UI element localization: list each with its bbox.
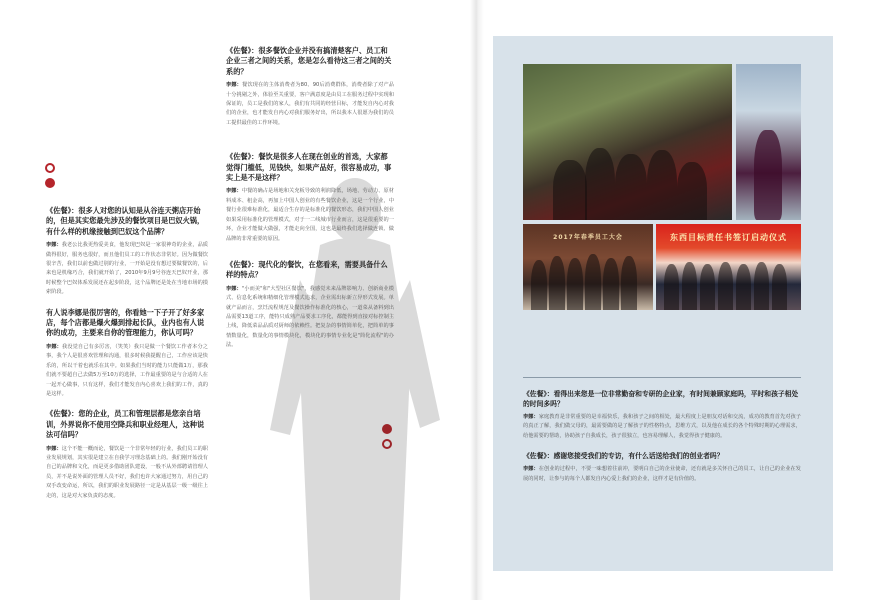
- speaker-label: 李娜：: [226, 188, 242, 195]
- answer-paragraph: [523, 413, 801, 441]
- speaker-label: 李娜：: [523, 414, 539, 420]
- answer-paragraph: [46, 241, 208, 297]
- photo-banner-text: 2017年春季员工大会: [553, 234, 623, 241]
- filled-dot-icon: [45, 178, 55, 188]
- ring-dot-icon: [45, 163, 55, 173]
- question-heading: 《佐餐》：看得出来您是一位非常勤奋和专研的企业家，有时间兼顾家庭吗，平时和孩子相处的时间多吗？: [523, 390, 799, 408]
- question-heading: 《佐餐》：很多人对您的认知是从谷连天粥店开始的，但是其实您最先涉及的餐饮项目是巴奴火锅，有什么样的机缘接触到巴奴这个品牌？: [46, 206, 205, 236]
- page-gutter: [470, 0, 484, 600]
- speaker-label: 李娜：: [523, 466, 539, 473]
- answer-paragraph: [523, 465, 801, 484]
- answer-text: 餐饮现在的主体消费者为80、90后消费群体，消费者除了对产品十分挑剔之外，体验至关重要，客户满意度是由员工在服务过程中实现和保证的，员工是我们的家人，我们有共同的经营目标，才能发自内心对我们的企业，也才能发自内心对我们服务好出，所以我本人很愿为我们的员工提供最佳的工作环境。: [226, 82, 394, 126]
- answer-text: 家庭教育是非常重要的是幸福快乐，我和孩子之间的相处，最大程度上是朋友对话和交流，成功的教育首先对孩子的真正了解，我们做父母的，最需要做的是了解孩子的性格特点，思维方式，以及他在成长的各个特殊时期的心理需求，给他需要的帮助，协助孩子自我成长，孩子很独立，也容易理解人，我觉得孩子健康的。: [523, 414, 801, 439]
- speaker-label: 李娜：: [226, 285, 242, 292]
- section-divider: [523, 377, 801, 378]
- answer-paragraph: [46, 445, 208, 501]
- answer-paragraph: [226, 285, 394, 351]
- article-column-middle: [226, 46, 394, 361]
- question-heading: 《佐餐》：很多餐饮企业并没有搞清楚客户、员工和企业三者之间的关系，您是怎么看待这三者之间的关系的？: [226, 46, 392, 76]
- answer-text: 我老公比我更热爱美食，他发现巴奴是一家很神奇的企业，品质做得很好，服务也很好，而且他们员工的工作状态非常好。因为做餐饮很辛苦，我们以前也做过别的行业，一开始是没有想过要做餐饮的，后来也是机缘巧合，我们就开始了，2010年9月9号谷连天巴奴开业，那时候整个巴奴体系发展还在起步阶段，这个品牌还是处在当地市场的摸索阶段。: [46, 242, 208, 296]
- article-column-right: [523, 389, 801, 494]
- staff-meeting-photo-image: [523, 224, 653, 310]
- question-heading: 有人说李娜是很厉害的，你看她一下子开了好多家店，每个店都是爆火爆到排起长队，业内也有人说你的成功，主要来自你的管理能力，你认可吗？: [46, 307, 205, 338]
- question-heading: 《佐餐》：现代化的餐饮，在您看来，需要具备什么样的特点？: [226, 259, 388, 280]
- speaker-label: 李娜：: [46, 445, 62, 452]
- speaker-label: 李娜：: [226, 82, 242, 89]
- speaker-label: 李娜：: [46, 242, 62, 249]
- ceremony-photo-image: [656, 224, 801, 310]
- group-photo-image: [523, 64, 732, 220]
- question-heading: 《佐餐》：感谢您接受我们的专访，有什么话送给我们的创业者吗？: [523, 452, 724, 461]
- answer-text: 我没觉自己有多厉害，（笑笑）我只是做一个餐饮工作者本分之事，我个人是很喜欢管理和沟通，很多时候我提醒自己，工作应该是快乐的，所以干着也就乐在其中。如果我们当时的能力只能做1万，那我们就不要超自己去做5万至10万的选择，工作最重要的是与合适的人在一起开心做事，只有这样，我们才能发自内心喜欢上我们的工作，真的是这样。: [46, 343, 208, 397]
- answer-paragraph: [226, 187, 394, 243]
- answer-paragraph: [226, 81, 394, 128]
- question-heading: 《佐餐》：餐饮是很多人在现在创业的首选，大家都觉得门槛低，见钱快，如果产品好，很容易成功，事实上是不是这样？: [226, 152, 392, 183]
- answer-text: 在创业的过程中，不要一味想着往前冲，要明白自己的企业使命，还有就是多关怀自己的员工，让自己的企业在发展的同时，让参与的每个人都发自内心爱上我们的企业，这样才是有价值的。: [523, 466, 801, 482]
- photo-banner-text: 东西目标责任书签订启动仪式: [670, 233, 787, 242]
- article-column-left: [46, 206, 208, 511]
- portrait-photo-image: [736, 64, 801, 220]
- answer-text: 这个不能一概而论，餐饮是一个非常年轻的行业，我们员工的职业发展规划，其实很是建立在自我学习理念基础上的。我们刚开始没有自己的品牌和文化，而是更多借助团队建设，一般不从外部聘请管理人员，并不是说外面的管理人员不好，我们也许大家通过努力，用自己的双手改变命运，所以，我们的职业发展路径一定是从基层一级一级往上走的，这是对大家负责的态度。: [46, 445, 208, 499]
- decorative-dots-left: [45, 163, 56, 193]
- answer-text: "小而美"和"大型社区餐饮"，我感觉未来品牌影响力、创新商业模式、信息化系统和精细化管理模式追求，企业需出标新立异形式发展。单就产品而言，烹饪流程规范及餐饮操作标准化的核心，一道菜从备料到出品需要13道工序，能特只成熟产品要求工序化，都能得到直接对标控制主上线，降低菜品品质对厨师的依赖性。把复杂的事情简单化，把简单的事情数量化，数量化的事情模块化，模块化的事情专业化是"简化流程"的办法。: [226, 285, 394, 349]
- speaker-label: 李娜：: [46, 343, 62, 350]
- question-heading: 《佐餐》：您的企业，员工和管理层都是您亲自培训，外界说你不使用空降兵和职业经理人，这种说法可信吗？: [46, 409, 205, 440]
- answer-text: 中餐的确占是场地和关充板导致的利润降低，场地、劳动力、原材料成本、租金高，再加上中国人创业的有些餐饮企业，这是一个行业，中餐行业很难标准化，最适合生存的是标准化的餐饮形态，我们中国人创业如果采用标准化的管理模式，对于一二线城市行业而言，这是很重要的一环，企业才能做大做强，才能走向全国，这也是最终我们选择做连锁、做品牌的非常重要的原因。: [226, 188, 394, 242]
- answer-paragraph: [46, 343, 208, 399]
